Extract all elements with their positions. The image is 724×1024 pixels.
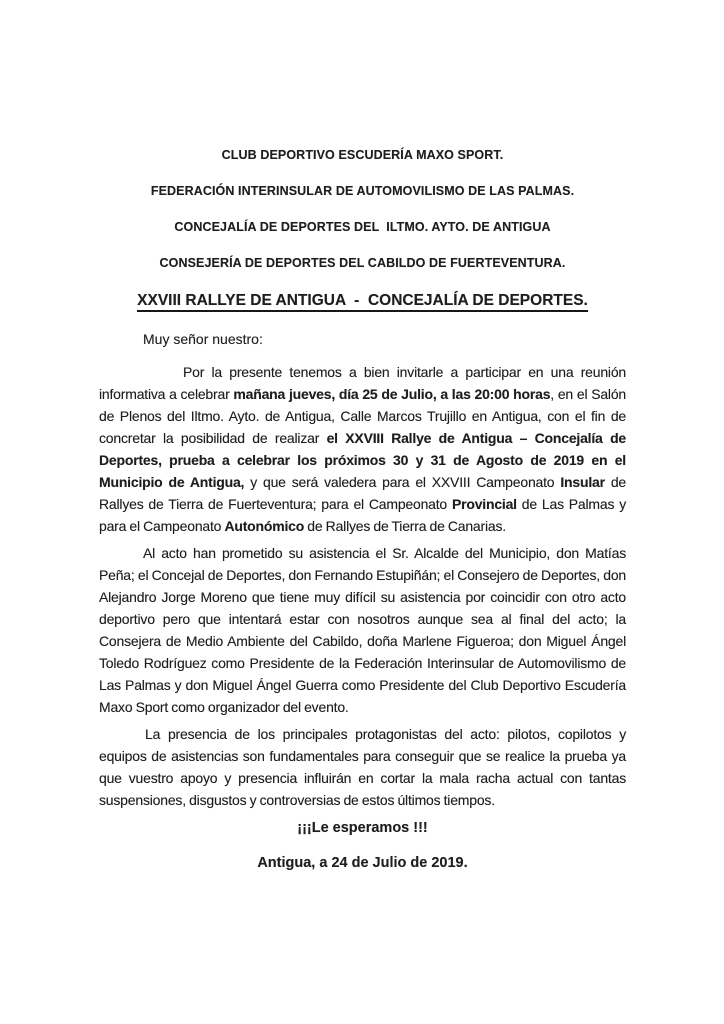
text-run: Por la presente tenemos a bien invitarle a participar en una reunión informativa a celebrar [99, 364, 626, 402]
paragraph-attendees [99, 542, 626, 718]
text-run: La presencia de los principales protagonistas del acto: pilotos, copilotos y equipos de asistencias son fundamentales para conseguir que se realice la prueba ya que vuestro apoyo y presencia influirán en cortar la mala racha actual con tantas suspensiones, disgustos y controversias de estos últimos tiempos. [99, 726, 626, 808]
closing-line: ¡¡¡Le esperamos !!! [297, 820, 428, 836]
bold-text-run: mañana jueves, día 25 de Julio, a las 20:00 horas [233, 386, 551, 402]
text-run: , en el Salón de Plenos del Iltmo. Ayto. de Antigua, Calle Marcos Trujillo en Antigua, con el fin de concretar la posibilidad de realizar [99, 386, 627, 446]
bold-text-run: Insular [560, 474, 605, 490]
document-title-text: XXVIII RALLYE DE ANTIGUA - CONCEJALÍA DE DEPORTES. [137, 292, 588, 312]
org-line-federacion: FEDERACIÓN INTERINSULAR DE AUTOMOVILISMO DE LAS PALMAS. [150, 184, 575, 198]
text-run: de Rallyes de Tierra de Canarias. [304, 518, 506, 534]
text-run: de Las Palmas y para el Campeonato [99, 496, 626, 534]
paragraph-invitation [99, 361, 626, 537]
text-run: Al acto han prometido su asistencia el Sr. Alcalde del Municipio, don Matías Peña; el Concejal de Deportes, don Fernando Estupiñán; el Consejero de Deportes, don Alejandro Jorge Moreno que tiene muy difícil su asistencia por coincidir con otro acto deportivo pero que intentará estar con nosotros aunque sea al final del acto; la Consejera de Medio Ambiente del Cabildo, doña Marlene Figueroa; don Miguel Ángel Toledo Rodríguez como Presidente de la Federación Interinsular de Automovilismo de Las Palmas y don Miguel Ángel Guerra como Presidente del Club Deportivo Escudería Maxo Sport como organizador del evento. [99, 545, 626, 715]
bold-text-run: Autonómico [224, 518, 305, 534]
text-run: y que será valedera para el XXVIII Campeonato [244, 474, 561, 490]
salutation: Muy señor nuestro: [143, 331, 263, 347]
org-line-club: CLUB DEPORTIVO ESCUDERÍA MAXO SPORT. [221, 148, 504, 162]
org-line-consejeria: CONSEJERÍA DE DEPORTES DEL CABILDO DE FUERTEVENTURA. [159, 256, 566, 270]
date-line: Antigua, a 24 de Julio de 2019. [257, 855, 468, 871]
text-run: de Rallyes de Tierra de Fuerteventura; para el Campeonato [99, 474, 627, 512]
org-line-concejalia: CONCEJALÍA DE DEPORTES DEL ILTMO. AYTO. DE ANTIGUA [174, 220, 551, 234]
document-title [99, 291, 626, 311]
letter-content [99, 147, 626, 874]
bold-text-run: Provincial [451, 496, 517, 512]
paragraph-importance [99, 723, 626, 811]
bold-text-run: el XXVIII Rallye de Antigua – Concejalía de Deportes, prueba a celebrar los próximos 30 y 31 de Agosto de 2019 en el Municipio de Antigua, [99, 430, 627, 490]
